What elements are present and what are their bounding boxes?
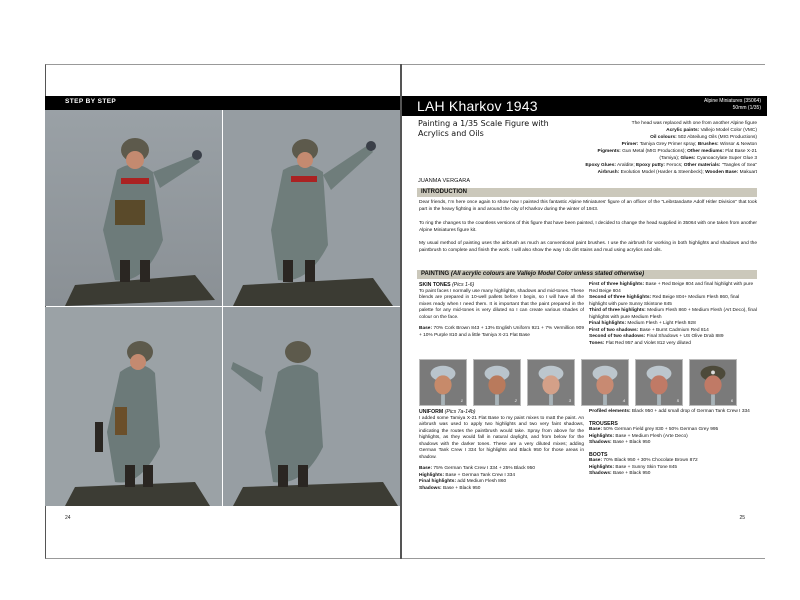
- materials-line: Primer: Tamiya Grey Primer spray; Brushes: Winsor & Newton: [621, 142, 757, 147]
- skin-step: Final highlights: Medium Flesh + Light Flesh 928: [589, 321, 696, 326]
- uniform-body: I added some Tamiya X-21 Flat Base to my paint mixes to matt the paint. An airbrush was used to apply two highlights and two very faint shadows, indicating the routes the paintbrush would take. Spray from above for the highlights, as they would fall in natural daylight, and from below for the shadows with the darker tones. These are a very diluted mixes; adding German Tank Crew I 334 for highlights and Black 950 for those areas in shadow.: [419, 415, 584, 460]
- trousers-boots-section: [589, 409, 757, 478]
- uniform-section: [419, 409, 584, 492]
- materials-line: The head was replaced with one from another Alpine figure: [631, 121, 757, 126]
- skin-tones-body: To paint faces I normally use many highlights, shadows and mid-tones. These blends are prepared in 10-well pallets before I begin, so I will have all the mixes ready when I need them. It is important that the paint prepared in the palette for any mid-tones is very diluted so I can create various shades of colour on the face.: [419, 288, 584, 320]
- skin-step: First of three highlights: Base + Red Beige 804 and final highlight with pure Red Beige 804: [589, 282, 754, 294]
- figure-back-view-photo: [223, 307, 400, 506]
- skin-step: Second of two shadows: Final Shadows + US Olive Drab 889: [589, 334, 724, 339]
- intro-paragraph: To ring the changes to the countless versions of this figure that have been painted, I decided to change the head supplied in 35064 with one taken from another Alpine Miniatures figure kit.: [419, 221, 757, 233]
- materials-list: [547, 120, 757, 176]
- kit-info: [704, 98, 761, 112]
- figure-front-right-view-photo: [223, 110, 400, 306]
- skin-tones-section: [419, 282, 584, 344]
- materials-line: Oil colours: 502 Abteilung Oils (MIG Productions): [650, 135, 757, 140]
- painting-heading: PAINTING (All acrylic colours are Vallejo Model Color unless stated otherwise): [417, 270, 757, 279]
- uniform-recipe-line: Base: 75% German Tank Crew I 334 + 25% Black 950: [419, 466, 536, 471]
- head-photo-6: 6: [689, 359, 737, 406]
- materials-line: Acrylic paints: Vallejo Model Color (VMC): [666, 128, 757, 133]
- materials-line: Epoxy Glues: Araldite; Epoxy putty: Ferocs; Other materials: "Tangles of Sea": [585, 163, 757, 168]
- figure-photo-grid: [45, 110, 400, 506]
- kit-info-line2: 50mm (1/35): [732, 105, 761, 111]
- head-photo-5: 5: [635, 359, 683, 406]
- introduction-heading: INTRODUCTION: [417, 188, 757, 197]
- title-bar: [402, 96, 767, 116]
- figure-left-view-photo: [45, 307, 222, 506]
- materials-line: (Tamiya); Glues: Cyanoacrylate Super Glue 3: [659, 156, 757, 161]
- trousers-recipe-line: Highlights: Base + Medium Flesh (Arte Deco): [589, 433, 688, 439]
- figure-front-view-photo: [45, 110, 222, 306]
- head-photo-1: 1: [419, 359, 467, 406]
- boots-recipe-line: Base: 70% Black 950 + 30% Chocolate Brown 872: [589, 458, 698, 463]
- skin-step: Second of three highlights: Red Beige 804+ Medium Flesh 860, final highlight with pure Sunny Skintone 845: [589, 295, 740, 307]
- uniform-recipe-line: Highlights: Base + German Tank Crew I 334: [419, 472, 516, 478]
- intro-paragraph: Dear friends, I'm here once again to show how I painted this fantastic Alpine Miniatures' figure of an officer of the "Leibstandarte Adolf Hitler Division" that took part in the heavy fighting in and around the city of Kharkov during the winter of 1943.: [419, 200, 757, 212]
- materials-line: Airbrush: Evolution Model (Harder & Steenbeck); Wooden Base: Makuart: [597, 170, 757, 175]
- boots-recipe-line: Highlights: Base + Sunny Skin Tone 845: [589, 464, 678, 470]
- boots-heading: BOOTS: [589, 451, 608, 458]
- skin-step: Tones: Flat Red 957 and Violet 812 very diluted: [589, 340, 691, 346]
- author-name: JUANMA VERGARA: [418, 178, 471, 184]
- skin-step: Third of three highlights: Medium Flesh 860 + Medium Flesh (Art Deco), final highlights with pure Medium Flesh: [589, 308, 757, 320]
- kit-info-line1: Alpine Miniatures (35064): [704, 98, 761, 104]
- article-title: LAH Kharkov 1943: [417, 98, 538, 114]
- skin-tones-base: Base: 70% Cork Brown 843 + 13% English Uniform 921 + 7% Vermillion 909 + 10% Purple 810 and a little Tamiya X-21 Flat Base: [419, 326, 584, 338]
- trousers-heading: TROUSERS: [589, 420, 618, 427]
- intro-paragraph: My usual method of painting uses the airbrush as much as conventional paint brushes. I use the airbrush for working in both highlights and shadows and the paintbrush to complete and finish the work. I will also show the way I do dirt stains and mud using acrylics and oils.: [419, 241, 757, 253]
- article-subtitle: Painting a 1/35 Scale Figure with Acrylics and Oils: [418, 119, 549, 138]
- materials-line: Pigments: Gun Metal (MIG Productions); Other mediums: Flat Base X-21: [597, 149, 757, 154]
- head-photo-3: 3: [527, 359, 575, 406]
- uniform-recipe-line: Shadows: Base + Black 950: [419, 485, 481, 491]
- skin-step: First of two shadows: Base + Burnt Cadmium Red 814: [589, 327, 709, 333]
- skin-tones-steps: [589, 282, 757, 347]
- section-header-bar: [45, 96, 400, 110]
- head-photo-4: 4: [581, 359, 629, 406]
- right-page: [400, 64, 765, 559]
- trousers-recipe-line: Shadows: Base + Black 950: [589, 440, 651, 445]
- trousers-recipe-line: Base: 50% German Field grey 830 + 50% German Grey 995: [589, 427, 719, 432]
- boots-recipe-line: Shadows: Base + Black 950: [589, 471, 651, 476]
- skin-tones-heading: SKIN TONES (Pics 1-6): [419, 282, 475, 288]
- page-number-right: 25: [739, 515, 745, 521]
- page-number-left: 24: [65, 515, 71, 521]
- section-label: STEP BY STEP: [65, 98, 117, 105]
- uniform-recipe-line: Final highlights: add Medium Flesh 860: [419, 479, 507, 484]
- head-progress-photos: [419, 359, 754, 406]
- left-page: [45, 64, 401, 559]
- head-photo-2: 2: [473, 359, 521, 406]
- uniform-heading: UNIFORM (Pics 7a-14b): [419, 409, 476, 415]
- profiled-elements: Profiled elements: Black 950 + add small drop of German Tank Crew I 334: [589, 409, 750, 414]
